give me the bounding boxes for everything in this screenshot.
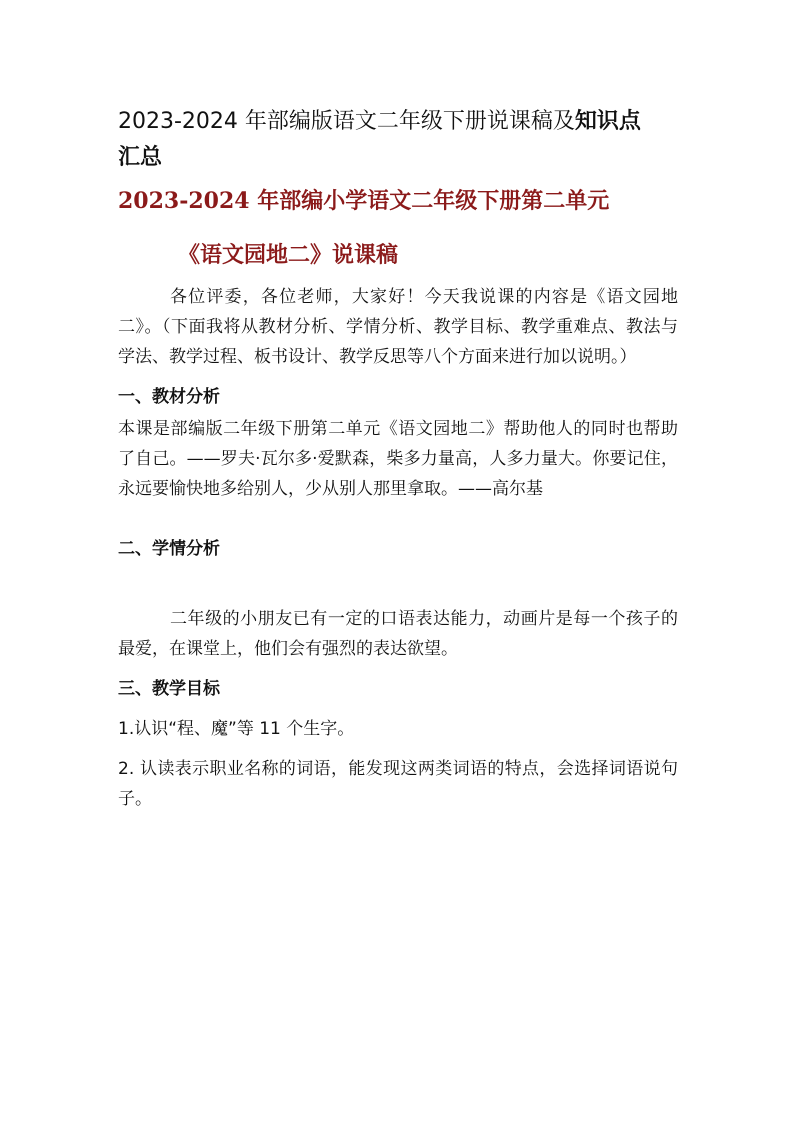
section-heading-student-analysis: 二、学情分析 bbox=[118, 539, 220, 559]
teaching-goal-2: 2. 认读表示职业名称的词语，能发现这两类词语的特点，会选择词语说句子。 bbox=[118, 759, 678, 809]
title-part-3: 汇总 bbox=[118, 145, 163, 170]
intro-paragraph: 各位评委，各位老师，大家好！今天我说课的内容是《语文园地二》。（下面我将从教材分析、学情分析、教学目标、教学重难点、教法与学法、教学过程、板书设计、教学反思等八个方面来进行加以说明。） bbox=[118, 287, 678, 367]
section-heading-teaching-goals: 三、教学目标 bbox=[118, 679, 220, 699]
section-heading-textbook-analysis: 一、教材分析 bbox=[118, 387, 220, 407]
unit-heading-line-2: 《语文园地二》说课稿 bbox=[178, 242, 399, 268]
student-analysis-paragraph: 二年级的小朋友已有一定的口语表达能力，动画片是每一个孩子的最爱，在课堂上，他们会有强烈的表达欲望。 bbox=[118, 609, 678, 659]
document-title bbox=[118, 104, 678, 176]
textbook-analysis-paragraph: 本课是部编版二年级下册第二单元《语文园地二》帮助他人的同时也帮助了自己。——罗夫·瓦尔多·爱默森，柴多力量高，人多力量大。你要记住，永远要愉快地多给别人，少从别人那里拿取。——高尔基 bbox=[118, 419, 678, 499]
unit-heading-line-1: 2023-2024 年部编小学语文二年级下册第二单元 bbox=[118, 188, 610, 214]
title-part-1: 2023-2024 年部编版语文二年级下册说课稿及 bbox=[118, 109, 575, 134]
title-part-2: 知识点 bbox=[574, 109, 641, 134]
teaching-goal-1: 1.认识“程、魔”等 11 个生字。 bbox=[118, 719, 355, 739]
